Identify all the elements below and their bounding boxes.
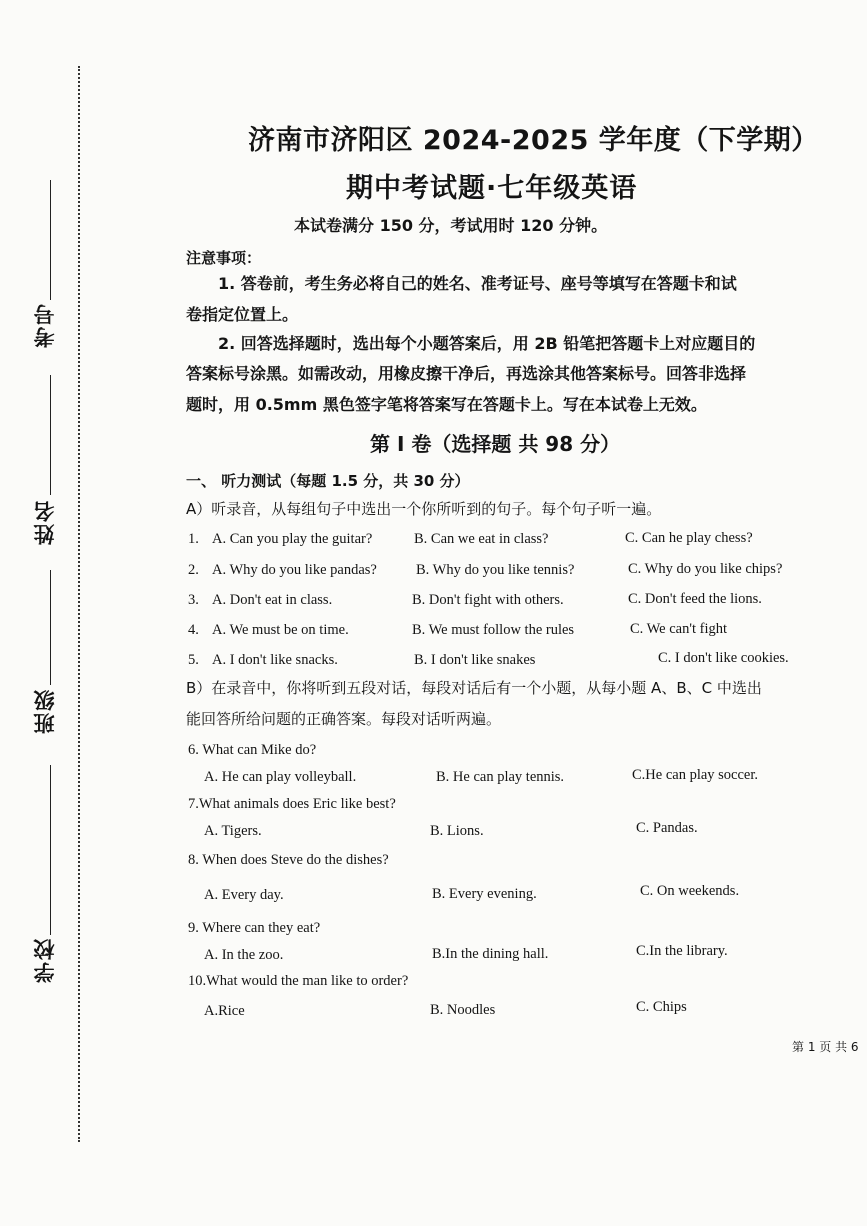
question-number: 3.: [188, 592, 199, 608]
option-b: B. Don't fight with others.: [412, 592, 564, 608]
binding-dotted-line: [78, 66, 80, 1142]
class-label: 班级: [33, 688, 57, 734]
option-b: B. Why do you like tennis?: [416, 562, 575, 578]
option-b: B. Can we eat in class?: [414, 531, 549, 547]
listening-part-title: 一、 听力测试（每题 1.5 分，共 30 分）: [186, 472, 470, 490]
option-a: A. In the zoo.: [204, 947, 284, 963]
option-b: B. I don't like snakes: [414, 652, 536, 668]
question-number: 2.: [188, 562, 199, 578]
option-a: A. Don't eat in class.: [212, 592, 333, 608]
notice-item-2-line-2: 答案标号涂黑。如需改动，用橡皮擦干净后，再选涂其他答案标号。回答非选择: [186, 364, 747, 383]
sidebar-field-name: [30, 375, 64, 575]
question-number: 1.: [188, 531, 199, 547]
notice-item-2-line-1: 2. 回答选择题时，选出每个小题答案后，用 2B 铅笔把答题卡上对应题目的: [218, 334, 756, 353]
notice-item-1-line-1: 1. 答卷前，考生务必将自己的姓名、准考证号、座号等填写在答题卡和试: [218, 274, 737, 293]
question-text: 7.What animals does Eric like best?: [188, 796, 396, 812]
option-c: C. Can he play chess?: [625, 530, 753, 546]
option-a: A. He can play volleyball.: [204, 769, 357, 785]
sidebar-field-class: [30, 570, 64, 770]
question-number: 5.: [188, 652, 199, 668]
option-c: C. On weekends.: [640, 883, 740, 899]
option-a: A. Tigers.: [204, 823, 262, 839]
sidebar-field-school: [30, 765, 64, 995]
part-b-instruction-line-1: B）在录音中，你将听到五段对话，每段对话后有一个小题，从每小题 A、B、C 中选出: [186, 679, 762, 697]
part-b-instruction-line-2: 能回答所给问题的正确答案。每段对话听两遍。: [186, 710, 502, 728]
page-number: 第 1 页 共 6: [792, 1040, 859, 1054]
exam-title: 济南市济阳区 2024-2025 学年度（下学期）: [248, 125, 819, 156]
exam-info: 本试卷满分 150 分，考试用时 120 分钟。: [294, 216, 608, 235]
option-a: A. We must be on time.: [212, 622, 349, 638]
option-c: C.In the library.: [636, 943, 728, 959]
option-b: B. Noodles: [430, 1002, 496, 1018]
notice-item-2-line-3: 题时，用 0.5mm 黑色签字笔将答案写在答题卡上。写在本试卷上无效。: [186, 395, 707, 414]
option-b: B.In the dining hall.: [432, 946, 549, 962]
exam-number-label: 考号: [33, 302, 57, 348]
question-text: 6. What can Mike do?: [188, 742, 317, 758]
option-a: A. Can you play the guitar?: [212, 531, 373, 547]
option-a: A. I don't like snacks.: [212, 652, 338, 668]
option-c: C.He can play soccer.: [632, 767, 759, 783]
option-c: C. Pandas.: [636, 820, 698, 836]
part-a-instruction: A）听录音，从每组句子中选出一个你所听到的句子。每个句子听一遍。: [186, 500, 662, 518]
option-c: C. Why do you like chips?: [628, 561, 783, 577]
question-text: 10.What would the man like to order?: [188, 973, 409, 989]
option-b: B. Lions.: [430, 823, 484, 839]
question-number: 4.: [188, 622, 199, 638]
option-c: C. Chips: [636, 999, 687, 1015]
option-b: B. Every evening.: [432, 886, 537, 902]
question-text: 8. When does Steve do the dishes?: [188, 852, 389, 868]
option-b: B. He can play tennis.: [436, 769, 565, 785]
sidebar-field-exam-number: [30, 180, 64, 380]
notice-item-1-line-2: 卷指定位置上。: [186, 305, 299, 324]
notice-heading: 注意事项：: [186, 249, 262, 267]
question-text: 9. Where can they eat?: [188, 920, 321, 936]
option-b: B. We must follow the rules: [412, 622, 575, 638]
name-label: 姓名: [33, 499, 57, 545]
option-c: C. I don't like cookies.: [658, 650, 789, 666]
option-a: A. Why do you like pandas?: [212, 562, 377, 578]
option-c: C. We can't fight: [630, 621, 728, 637]
option-a: A. Every day.: [204, 887, 284, 903]
section-title: 第 I 卷（选择题 共 98 分）: [370, 432, 621, 456]
school-label: 学校: [33, 937, 57, 983]
exam-subject-title: 期中考试题·七年级英语: [346, 173, 638, 204]
option-a: A.Rice: [204, 1003, 245, 1019]
option-c: C. Don't feed the lions.: [628, 591, 762, 607]
